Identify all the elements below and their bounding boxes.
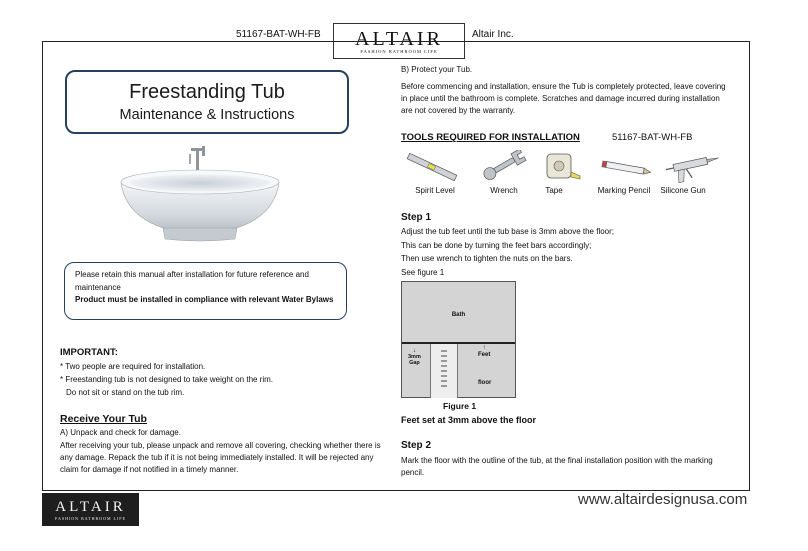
notice-box xyxy=(64,262,347,320)
important-heading: IMPORTANT: xyxy=(60,347,118,358)
important-item: * Two people are required for installation. xyxy=(60,362,206,371)
tool-label: Silicone Gun xyxy=(660,186,706,195)
wrench-icon xyxy=(480,150,528,182)
protect-text-line: in place until the bathroom is complete. Scratches and damage incurred during installation xyxy=(401,94,720,103)
important-item: * Freestanding tub is not designed to take weight on the rim. xyxy=(60,375,274,384)
footer-logo-tagline: FASHION BATHROOM LIFE xyxy=(55,516,126,521)
receive-heading: Receive Your Tub xyxy=(60,413,147,425)
tools-model-number: 51167-BAT-WH-FB xyxy=(612,132,693,143)
freestanding-tub-illustration xyxy=(115,140,285,245)
step2-text-line: Mark the floor with the outline of the tub, at the final installation position with the marking xyxy=(401,456,713,465)
receive-text-line: any damage. Repack the tub if it is not being immediately installed. It will be rejected any xyxy=(60,453,374,462)
figure-caption: Figure 1 xyxy=(443,401,477,411)
logo-tagline: FASHION BATHROOM LIFE xyxy=(360,49,438,54)
tool-label: Tape xyxy=(545,186,563,195)
tools-heading: TOOLS REQUIRED FOR INSTALLATION xyxy=(401,132,580,143)
step1-heading: Step 1 xyxy=(401,212,432,223)
header-company: Altair Inc. xyxy=(472,29,514,40)
spirit-level-icon xyxy=(404,153,460,181)
footer-logo xyxy=(42,493,139,526)
figure-note: Feet set at 3mm above the floor xyxy=(401,415,537,425)
step1-text-line: This can be done by turning the feet bars accordingly; xyxy=(401,241,592,250)
title-box xyxy=(65,70,349,134)
tool-label: Spirit Level xyxy=(415,186,455,195)
notice-text-line2: maintenance xyxy=(75,282,121,292)
marking-pencil-icon xyxy=(600,158,652,178)
figure-bath-label: Bath xyxy=(451,312,466,318)
footer-logo-name: ALTAIR xyxy=(55,499,126,515)
footer-website-link[interactable]: www.altairdesignusa.com xyxy=(578,491,748,508)
page-subtitle: Maintenance & Instructions xyxy=(119,107,295,123)
step2-heading: Step 2 xyxy=(401,440,432,451)
receive-text-line: claim for damage if not notified in a timely manner. xyxy=(60,465,239,474)
protect-text-line: are not covered by the warranty. xyxy=(401,106,516,115)
tool-label: Wrench xyxy=(490,186,518,195)
logo-name: ALTAIR xyxy=(355,28,443,50)
step2-text-line: pencil. xyxy=(401,468,425,477)
silicone-gun-icon xyxy=(664,150,726,184)
protect-heading: B) Protect your Tub. xyxy=(401,65,473,74)
protect-text-line: Before commencing and installation, ensure the Tub is completely protected, leave covering xyxy=(401,82,726,91)
notice-bold-text: Product must be installed in compliance with relevant Water Bylaws xyxy=(75,295,334,304)
step1-text-line: See figure 1 xyxy=(401,268,445,277)
tape-measure-icon xyxy=(541,150,581,184)
figure-feet-bar xyxy=(430,344,458,398)
figure-gap-label: ↓ 3mm Gap xyxy=(408,348,421,366)
tool-label: Marking Pencil xyxy=(597,186,651,195)
figure-feet-label: ↑ Feet xyxy=(478,345,491,358)
header-model-number: 51167-BAT-WH-FB xyxy=(236,29,321,40)
figure-floor-label: floor xyxy=(478,380,492,386)
receive-step-a: A) Unpack and check for damage. xyxy=(60,428,181,437)
step1-text-line: Adjust the tub feet until the tub base is 3mm above the floor; xyxy=(401,227,615,236)
page-title: Freestanding Tub xyxy=(129,81,285,103)
notice-text-line1: Please retain this manual after installation for future reference and xyxy=(75,270,309,279)
receive-text-line: After receiving your tub, please unpack and remove all covering, checking whether there is xyxy=(60,441,381,450)
important-item: Do not sit or stand on the tub rim. xyxy=(66,388,185,397)
figure-1-diagram xyxy=(401,281,516,398)
step1-text-line: Then use wrench to tighten the nuts on the bars. xyxy=(401,254,573,263)
